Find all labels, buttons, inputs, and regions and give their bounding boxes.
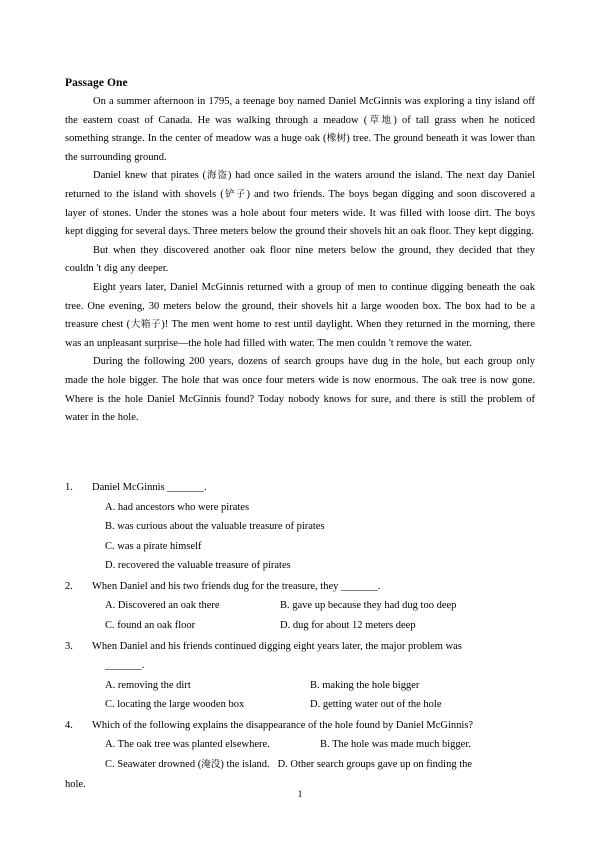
questions-list	[65, 478, 535, 795]
question-item-1	[65, 478, 535, 576]
question-item-4	[65, 716, 535, 794]
question-3-option-b[interactable]: B. making the hole bigger	[310, 679, 420, 691]
question-1-options	[65, 498, 535, 576]
paragraph-4-post: )! The men went home to rest until daylight. When they returned in the morning, there was an unpleasant surprise—the hole had filled with water. The men couldn 't remove the water.	[65, 319, 536, 349]
question-3-stem	[65, 637, 535, 657]
question-1-number: 1.	[65, 482, 73, 493]
question-4-chinese-drowned: 淹没	[201, 758, 221, 770]
passage-paragraph-1	[65, 93, 535, 167]
paragraph-2-chinese-shovels: 铲子	[223, 189, 247, 201]
question-1-option-c[interactable]: C. was a pirate himself	[105, 540, 202, 552]
question-2-number: 2.	[65, 580, 73, 592]
question-4-option-a[interactable]: A. The oak tree was planted elsewhere.	[105, 739, 270, 751]
question-4-option-d[interactable]: D. Other search groups gave up on finding the	[277, 758, 473, 770]
question-3-option-row-2	[65, 695, 535, 715]
question-3-option-row-1	[65, 676, 535, 696]
question-3-option-a[interactable]: A. removing the dirt	[105, 679, 191, 691]
paragraph-2-post: ) and two friends. The boys began digging and soon discovered a layer of stones. Under the stones was a hole about four meters wide. It was filled with loose dirt. The boys kept digging for several days. Three meters below the ground their shovels hit an oak floor. They kept digging.	[65, 189, 536, 238]
question-2-options	[65, 596, 535, 635]
paragraph-1-chinese-meadow: 草地	[367, 114, 394, 126]
paragraph-2-mid: ) had once sailed in the waters around the island. The next day Daniel returned to the island with shovels (	[65, 170, 536, 201]
question-3-number: 3.	[65, 640, 73, 652]
question-item-2	[65, 577, 535, 636]
question-2-option-d[interactable]: D. dug for about 12 meters deep	[280, 619, 416, 631]
question-4-stem	[65, 716, 535, 736]
paragraph-2-pre: Daniel knew that pirates (	[93, 170, 206, 182]
question-4-options	[65, 735, 535, 794]
question-4-option-d-tail: hole.	[65, 778, 86, 790]
question-3-options	[65, 676, 535, 715]
question-4-option-row-1	[65, 735, 535, 755]
question-1-option-d[interactable]: D. recovered the valuable treasure of pirates	[105, 560, 291, 572]
question-2-option-row-2	[65, 616, 535, 636]
question-4-option-c-post: ) the island.	[220, 758, 270, 770]
paragraph-1-mid: ) of tall grass when he noticed something strange. In the center of meadow was a huge oak (	[65, 114, 536, 145]
paragraph-1-post: ) tree. The ground beneath it was lower than the surrounding ground.	[65, 133, 535, 163]
question-item-3	[65, 637, 535, 715]
question-4-option-row-2	[65, 755, 535, 775]
question-2-option-a[interactable]: A. Discovered an oak there	[105, 600, 220, 612]
passage-paragraph-2	[65, 167, 535, 241]
question-3-stem-continuation: _______.	[105, 660, 145, 672]
paragraph-1-chinese-oak: 橡树	[326, 133, 347, 145]
passage-paragraph-5: During the following 200 years, dozens of search groups have dug in the hole, but each group only made the hole bigger. The hole that was once four meters wide is now enormous. The oak tree is now gone. Where is the hole Daniel McGinnis found? Today nobody knows for sure, and there is still the problem of water in the hole.	[65, 356, 535, 424]
question-3-option-d[interactable]: D. getting water out of the hole	[310, 699, 442, 711]
question-1-option-b[interactable]: B. was curious about the valuable treasure of pirates	[105, 521, 325, 533]
question-2-option-c[interactable]: C. found an oak floor	[105, 619, 196, 631]
paragraph-1-pre: On a summer afternoon in 1795, a teenage boy named Daniel McGinnis was exploring a tiny island off the eastern coast of Canada. He was walking through a meadow (	[65, 96, 535, 126]
question-3-text: When Daniel and his friends continued digging eight years later, the major problem was	[92, 640, 462, 652]
question-2-text: When Daniel and his two friends dug for the treasure, they _______.	[92, 580, 381, 592]
passage-paragraph-4	[65, 279, 535, 353]
question-2-option-b[interactable]: B. gave up because they had dug too deep	[280, 600, 457, 612]
question-1-stem	[65, 478, 535, 498]
question-4-option-c-pre: C. Seawater drowned (	[105, 758, 202, 770]
question-3-option-c[interactable]: C. locating the large wooden box	[105, 699, 245, 711]
page-title: Passage One	[65, 77, 128, 89]
page-number: 1	[297, 790, 303, 800]
question-1-option-a[interactable]: A. had ancestors who were pirates	[105, 501, 250, 513]
paragraph-4-chinese-chest: 大箱子	[130, 319, 162, 331]
passage-paragraph-3: But when they discovered another oak floor nine meters below the ground, they decided that they couldn 't dig any deeper.	[65, 244, 535, 275]
paragraph-4-pre: Eight years later, Daniel McGinnis returned with a group of men to continue digging beneath the oak tree. One evening, 30 meters below the ground, their shovels hit a large wooden box. The box had to be a treasure chest (	[65, 282, 535, 331]
question-4-number: 4.	[65, 719, 73, 731]
question-4-text: Which of the following explains the disappearance of the hole found by Daniel McGinnis?	[92, 719, 474, 731]
question-2-stem	[65, 577, 535, 597]
paragraph-2-chinese-pirates: 海盗	[205, 170, 228, 182]
passage-content	[65, 74, 535, 428]
question-1-text: Daniel McGinnis _______.	[92, 482, 207, 493]
question-4-option-b[interactable]: B. The hole was made much bigger.	[320, 739, 471, 751]
question-4-option-c[interactable]	[105, 759, 270, 770]
question-2-option-row-1	[65, 596, 535, 616]
